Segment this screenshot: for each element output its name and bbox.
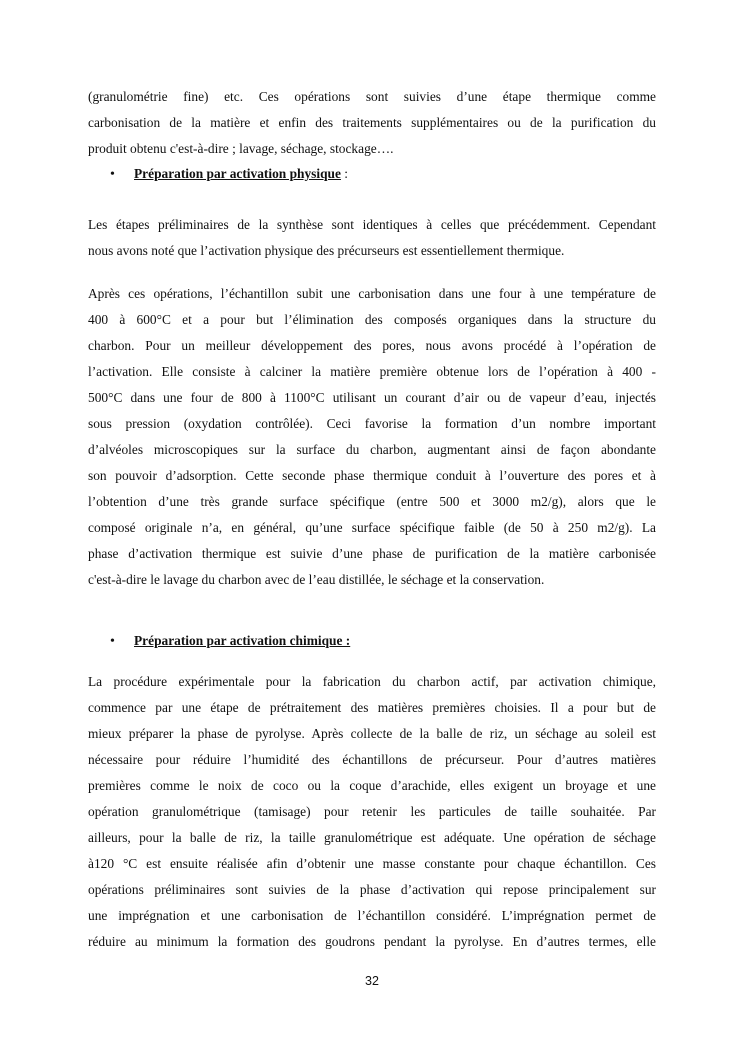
- bullet-icon: •: [110, 167, 115, 182]
- paragraph-intro: [88, 84, 656, 162]
- text-line: d’alvéoles microscopiques sur la surface du charbon, augmentant ainsi de façon abondante: [88, 442, 656, 457]
- heading-title: Préparation par activation physique: [134, 166, 341, 181]
- text-line: sous pression (oxydation contrôlée). Ceci favorise la formation d’un nombre important: [88, 416, 656, 431]
- page-number: 32: [365, 974, 379, 988]
- paragraph-physical-2: [88, 281, 656, 593]
- text-line: Après ces opérations, l’échantillon subit une carbonisation dans une four à une température de: [88, 286, 656, 301]
- paragraph-chemical: [88, 669, 656, 955]
- text-line: opération granulométrique (tamisage) pour retenir les particules de taille souhaitée. Par: [88, 804, 656, 819]
- text-line: phase d’activation thermique est suivie d’une phase de purification de la matière carbonisée: [88, 546, 656, 561]
- section-heading-chemical-activation: [110, 628, 350, 654]
- text-line: nécessaire pour réduire l’humidité des échantillons de précurseur. Pour d’autres matières: [88, 752, 656, 767]
- text-line: c'est-à-dire le lavage du charbon avec de l’eau distillée, le séchage et la conservation.: [88, 572, 545, 587]
- section-heading-physical-activation: [110, 161, 348, 187]
- heading-title: Préparation par activation chimique :: [134, 633, 351, 648]
- text-line: son pouvoir d’adsorption. Cette seconde phase thermique conduit à l’ouverture des pores et à: [88, 468, 656, 483]
- text-line: (granulométrie fine) etc. Ces opérations sont suivies d’une étape thermique comme: [88, 89, 656, 104]
- text-line: 400 à 600°C et a pour but l’élimination des composés organiques dans la structure du: [88, 312, 656, 327]
- text-line: La procédure expérimentale pour la fabrication du charbon actif, par activation chimique,: [88, 674, 656, 689]
- text-line: Les étapes préliminaires de la synthèse sont identiques à celles que précédemment. Cependant: [88, 217, 656, 232]
- bullet-icon: •: [110, 634, 115, 649]
- paragraph-physical-1: [88, 212, 656, 264]
- text-line: opérations préliminaires sont suivies de la phase d’activation qui repose principalement sur: [88, 882, 656, 897]
- text-line: charbon. Pour un meilleur développement des pores, nous avons procédé à l’opération de: [88, 338, 656, 353]
- text-line: ailleurs, pour la balle de riz, la taille granulométrique est adéquate. Une opération de séchage: [88, 830, 656, 845]
- text-line: produit obtenu c'est-à-dire ; lavage, séchage, stockage….: [88, 141, 394, 156]
- text-line: l’obtention d’une très grande surface spécifique (entre 500 et 3000 m2/g), alors que le: [88, 494, 656, 509]
- text-line: mieux préparer la phase de pyrolyse. Après collecte de la balle de riz, un séchage au soleil est: [88, 726, 656, 741]
- text-line: 500°C dans une four de 800 à 1100°C utilisant un courant d’air ou de vapeur d’eau, injectés: [88, 390, 656, 405]
- text-line: premières comme le noix de coco ou la coque d’arachide, elles exigent un broyage et une: [88, 778, 656, 793]
- text-line: composé originale n’a, en général, qu’une surface spécifique faible (de 50 à 250 m2/g). La: [88, 520, 656, 535]
- text-line: réduire au minimum la formation des goudrons pendant la pyrolyse. En d’autres termes, elle: [88, 934, 656, 949]
- text-line: nous avons noté que l’activation physique des précurseurs est essentiellement thermique.: [88, 243, 565, 258]
- text-line: commence par une étape de prétraitement des matières premières choisies. Il a pour but de: [88, 700, 656, 715]
- heading-suffix: :: [340, 166, 349, 181]
- text-line: une imprégnation et une carbonisation de l’échantillon considéré. L’imprégnation permet de: [88, 908, 656, 923]
- text-line: l’activation. Elle consiste à calciner la matière première obtenue lors de l’opération à 400 -: [88, 364, 656, 379]
- text-line: carbonisation de la matière et enfin des traitements supplémentaires ou de la purification du: [88, 115, 656, 130]
- text-line: à120 °C est ensuite réalisée afin d’obtenir une masse constante pour chaque échantillon. Ces: [88, 856, 656, 871]
